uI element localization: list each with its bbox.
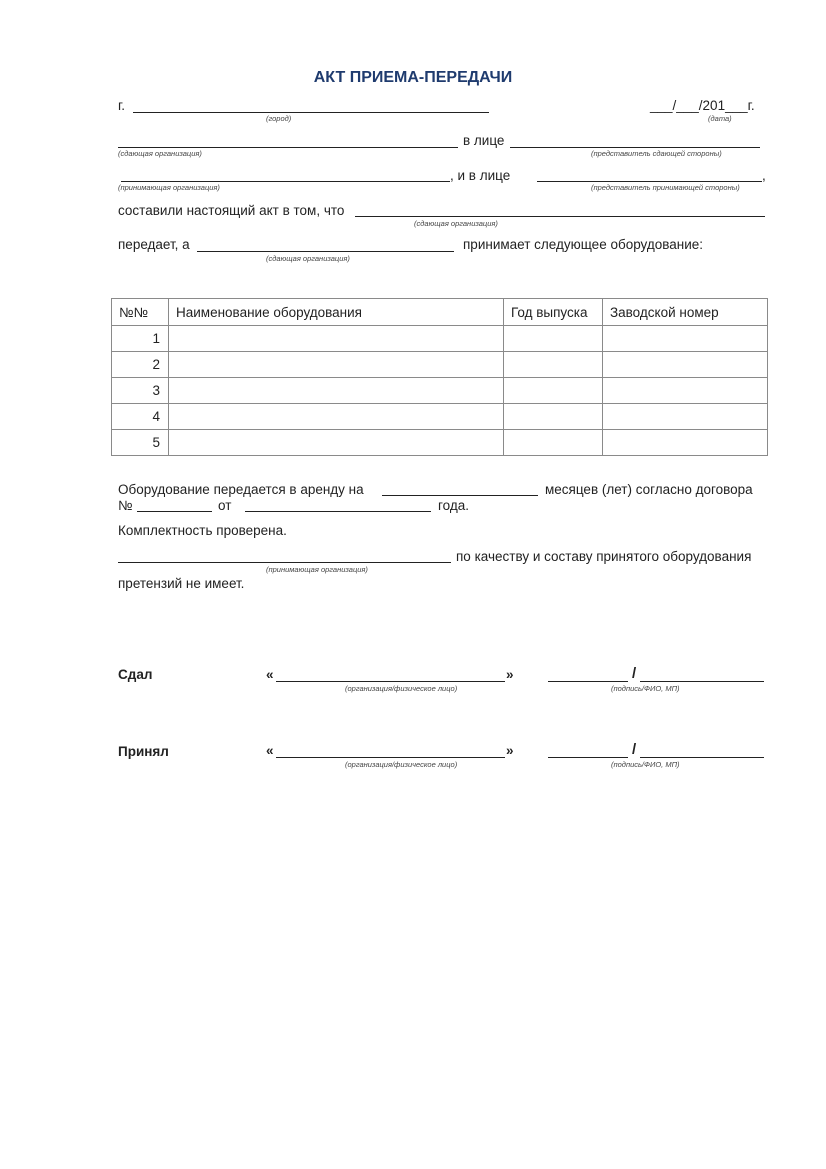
equipment-name-cell[interactable] [169, 352, 504, 378]
and-in-person-label: , и в лице [450, 168, 511, 183]
table-header-row [112, 299, 768, 326]
compiled-act-text: составили настоящий акт в том, что [118, 203, 345, 218]
no-claims-text: претензий не имеет. [118, 576, 245, 591]
column-year: Год выпуска [504, 299, 603, 326]
receiving-rep-hint: (представитель принимающей стороны) [591, 183, 740, 192]
date-hint: (дата) [708, 114, 732, 123]
year-cell[interactable] [504, 352, 603, 378]
city-hint: (город) [266, 114, 292, 123]
equipment-name-cell[interactable] [169, 404, 504, 430]
handed-over-sign-hint: (подпись/ФИО, МП) [611, 684, 680, 693]
receiving-rep-field[interactable] [537, 181, 762, 182]
claims-org-hint: (принимающая организация) [266, 565, 368, 574]
accepted-name-field[interactable] [640, 757, 764, 758]
receiving-org-hint: (принимающая организация) [118, 183, 220, 192]
year-cell[interactable] [504, 378, 603, 404]
column-serial: Заводской номер [603, 299, 768, 326]
contract-date-field[interactable] [245, 511, 431, 512]
claims-quality-text: по качеству и составу принятого оборудования [456, 549, 752, 564]
in-person-label: в лице [463, 133, 505, 148]
accepted-label: Принял [118, 744, 169, 759]
act-subject-field[interactable] [355, 216, 765, 217]
date-field[interactable]: ___/___/201___г. [650, 98, 755, 113]
equipment-name-cell[interactable] [169, 378, 504, 404]
transfer-org-field[interactable] [197, 251, 454, 252]
open-quote: « [266, 667, 274, 682]
accepted-org-field[interactable] [276, 757, 505, 758]
accepted-signature-field[interactable] [548, 757, 628, 758]
comma: , [762, 168, 766, 183]
row-number: 1 [112, 326, 169, 352]
accepted-sign-hint: (подпись/ФИО, МП) [611, 760, 680, 769]
giving-org-field[interactable] [118, 147, 458, 148]
table-row [112, 378, 768, 404]
column-number: №№ [112, 299, 169, 326]
table-row [112, 430, 768, 456]
accepts-text: принимает следующее оборудование: [463, 237, 704, 252]
transfer-org-hint: (сдающая организация) [266, 254, 350, 263]
table-row [112, 326, 768, 352]
handed-over-name-field[interactable] [640, 681, 764, 682]
handed-over-signature-field[interactable] [548, 681, 628, 682]
contract-from-label: от [218, 498, 232, 513]
contract-number-label: № [118, 498, 133, 513]
lease-text: Оборудование передается в аренду на [118, 482, 364, 497]
receiving-org-field[interactable] [121, 181, 450, 182]
slash: / [632, 665, 637, 682]
table-row [112, 404, 768, 430]
city-prefix: г. [118, 98, 126, 113]
close-quote: » [506, 667, 514, 682]
slash: / [632, 741, 637, 758]
year-cell[interactable] [504, 430, 603, 456]
serial-cell[interactable] [603, 352, 768, 378]
table-row [112, 352, 768, 378]
act-subject-hint: (сдающая организация) [414, 219, 498, 228]
giving-rep-hint: (представитель сдающей стороны) [591, 149, 722, 158]
row-number: 3 [112, 378, 169, 404]
city-field[interactable] [133, 112, 489, 113]
column-name: Наименование оборудования [169, 299, 504, 326]
transfers-text: передает, а [118, 237, 190, 252]
equipment-name-cell[interactable] [169, 326, 504, 352]
row-number: 2 [112, 352, 169, 378]
lease-term-field[interactable] [382, 495, 538, 496]
giving-rep-field[interactable] [510, 147, 760, 148]
completeness-text: Комплектность проверена. [118, 523, 287, 538]
page-title: АКТ ПРИЕМА-ПЕРЕДАЧИ [313, 69, 513, 86]
equipment-name-cell[interactable] [169, 430, 504, 456]
lease-agreement-text: месяцев (лет) согласно договора [545, 482, 753, 497]
handed-over-label: Сдал [118, 667, 153, 682]
year-word: года. [438, 498, 469, 513]
year-cell[interactable] [504, 326, 603, 352]
year-cell[interactable] [504, 404, 603, 430]
close-quote: » [506, 743, 514, 758]
equipment-table [111, 298, 768, 456]
accepted-org-hint: (организация/физическое лицо) [345, 760, 458, 769]
receiving-org-claims-field[interactable] [118, 562, 451, 563]
serial-cell[interactable] [603, 378, 768, 404]
row-number: 4 [112, 404, 169, 430]
serial-cell[interactable] [603, 404, 768, 430]
open-quote: « [266, 743, 274, 758]
contract-number-field[interactable] [137, 511, 212, 512]
serial-cell[interactable] [603, 430, 768, 456]
handed-over-org-field[interactable] [276, 681, 505, 682]
handed-over-org-hint: (организация/физическое лицо) [345, 684, 458, 693]
row-number: 5 [112, 430, 169, 456]
serial-cell[interactable] [603, 326, 768, 352]
giving-org-hint: (сдающая организация) [118, 149, 202, 158]
